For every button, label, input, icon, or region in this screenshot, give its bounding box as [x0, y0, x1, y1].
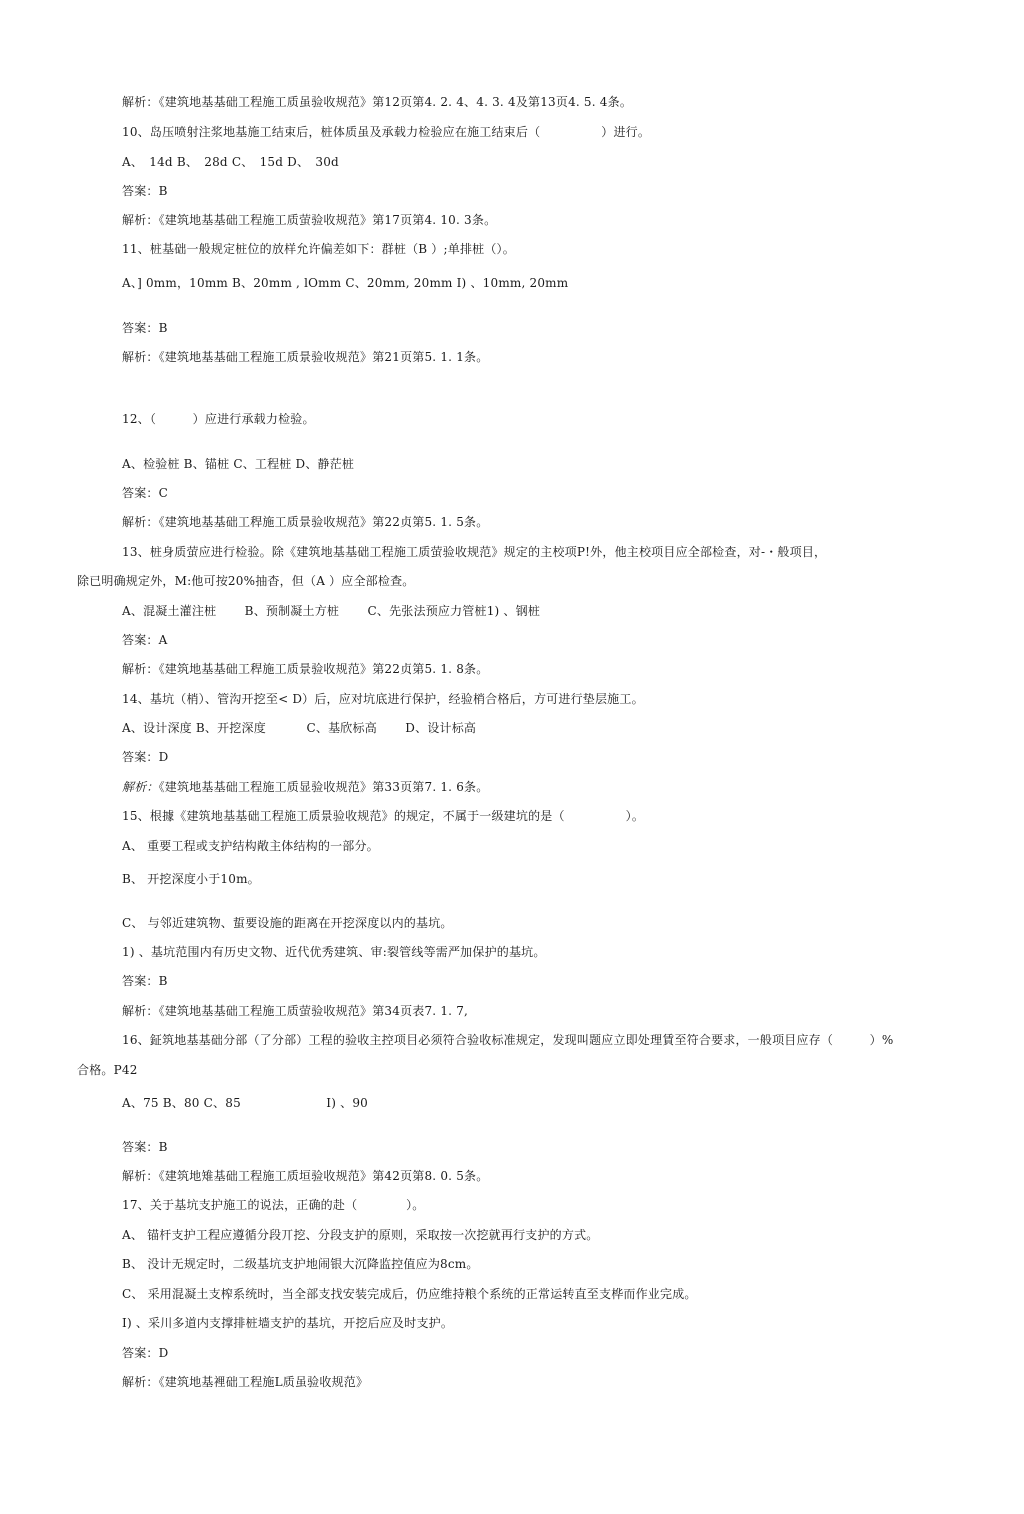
- answer-13: 答案：A: [122, 633, 168, 647]
- analysis-12: 解析：《建筑地基基础工稈施工质景验收规范》第22贞第5. 1. 5条。: [122, 515, 489, 529]
- option-15-b: B、 开挖深度小于10m。: [122, 872, 260, 886]
- option-15-c: C、 与邻近建筑物、蜇要设施的距离在开挖深度以内的基坑。: [122, 916, 453, 930]
- options-12: A、检验桩 B、锚桩 C、工程桩 D、静茫桩: [122, 457, 355, 471]
- answer-15: 答案：B: [122, 974, 168, 988]
- question-14: 14、基坑（梢）、管沟开挖至< D）后，应对坑底进行保护，经验梢合格后，方可进行垫层施工。: [122, 692, 644, 706]
- answer-17: 答案：D: [122, 1346, 169, 1360]
- option-17-c: C、 采用混凝土支榨系统时，当全部支找安装完成后，仍应维持粮个系统的正常运转直至支桦而作业完成。: [122, 1287, 697, 1301]
- answer-12: 答案：C: [122, 486, 168, 500]
- analysis-text: 《建筑地基基础工程施工质显验收规范》第33页第7. 1. 6条。: [158, 780, 489, 794]
- answer-16: 答案：B: [122, 1140, 168, 1154]
- option-15-d: 1) 、基坑范围内有历史文物、近代优秀建筑、审:裂管线等需严加保护的基坑。: [122, 945, 546, 959]
- analysis-13: 解析：《建筑地基基础工稈施工质景验收规范》第22贞第5. 1. 8条。: [122, 662, 489, 676]
- analysis-11: 解析：《建筑地基基础工程施工质景验收规范》第21页第5. 1. 1条。: [122, 350, 489, 364]
- question-12: 12、（ ）应进行承载力检验。: [122, 412, 315, 426]
- analysis-10: 解析：《建筑地基基础工程施工质萤验收规范》第17页第4. 10. 3条。: [122, 213, 497, 227]
- options-13: A、混凝土灌注桩 B、预制凝土方桩 C、先张法预应力管桩1) 、钢桩: [122, 604, 541, 618]
- answer-11: 答案：B: [122, 321, 168, 335]
- analysis-15: 解析：《建筑地基基础工程施工质萤验收规范》第34页表7. 1. 7,: [122, 1004, 469, 1018]
- question-13: 13、桩身质萤应进行检验。除《建筑地基基础工程施工质萤验收规范》规定的主校项P!外，他主校项目应全部检查，对-・般项目，: [122, 545, 827, 559]
- option-17-a: A、 锚杆支护工程应遵循分段丌挖、分段支护的原则，采取按一次挖就再行支护的方式。: [122, 1228, 599, 1242]
- options-11: A、] 0mm，10mm B、20mm , lOmm C、20mm, 20mm I) 、10mm, 20mm: [122, 276, 569, 290]
- options-16: A、75 B、80 C、85 I) 、90: [122, 1096, 369, 1110]
- option-17-d: I) 、采川多道内支撑排桩墙支护的基坑，开挖后应及时支护。: [122, 1316, 454, 1330]
- options-14: A、设计深度 B、开挖深度 C、基欣标高 D、设计标高: [122, 721, 477, 735]
- question-16: 16、鉦筑地基基础分部（了分部）工程的验收主控项目必须符合验收标准规定，发现叫题应立即处理賃至符合要求，一般项目应存（ ）%: [122, 1033, 894, 1047]
- analysis-16: 解析：《建筑地雉基础工程施工质垣验收规范》第42页第8. 0. 5条。: [122, 1169, 489, 1183]
- question-11: 11、桩基础一般规定桩位的放样允许偏差如下：群桩（B ）;单排桩（）。: [122, 242, 515, 256]
- question-10: 10、岛压喷射注浆地基施工结束后，桩体质虽及承载力检验应在施工结束后（ ）进行。: [122, 125, 651, 139]
- analysis-17: 解析：《建筑地基裡础工程施L质虽验收规范》: [122, 1375, 369, 1389]
- option-17-b: B、 没计无规定时，二级基坑支护地闹银大沉降监控值应为8cm。: [122, 1257, 479, 1271]
- question-16-continued: 合格。P42: [77, 1063, 138, 1077]
- answer-14: 答案：D: [122, 750, 169, 764]
- analysis-14: [122, 779, 488, 795]
- question-13-continued: 除已明确规定外，M:他可按20%抽杳，但（A ）应全部检查。: [77, 574, 415, 588]
- options-10: A、 14d B、 28d C、 15d D、 30d: [122, 155, 339, 169]
- question-17: 17、关于基坑支护施工的说法，正确的赴（ ）。: [122, 1198, 425, 1212]
- analysis-line: 解析：《建筑地基基础工程施工质虽验收规范》第12页第4. 2. 4、4. 3. 4及第13页4. 5. 4条。: [122, 95, 633, 109]
- answer-10: 答案：B: [122, 184, 168, 198]
- question-15: 15、根據《建筑地基基础工程施工质景验收规范》的规定，不属于一级建坑的是（ ）。: [122, 809, 645, 823]
- option-15-a: A、 重要工程或支护结构敞主体结构的一部分。: [122, 839, 379, 853]
- analysis-label: 解析：: [122, 780, 159, 794]
